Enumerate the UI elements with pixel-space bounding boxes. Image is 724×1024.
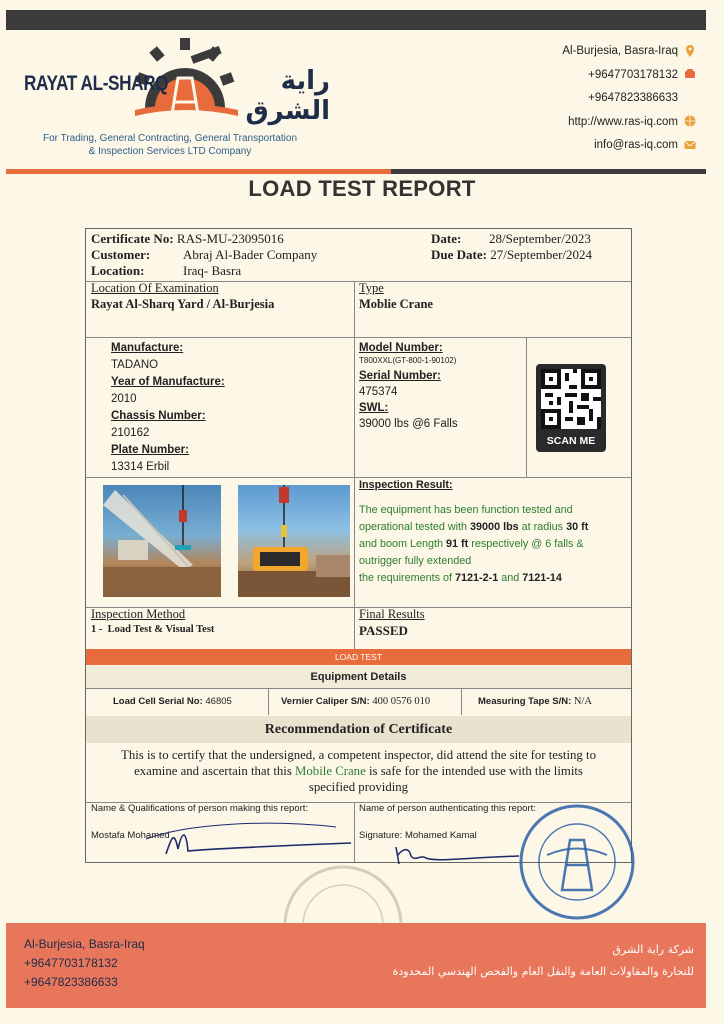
- load-cell-value: 46805: [205, 696, 232, 707]
- company-stamp-icon: [512, 800, 642, 925]
- manufacture-value: TADANO: [111, 359, 159, 371]
- contact-phone-2: [562, 87, 696, 111]
- location-value: Iraq- Basra: [183, 263, 242, 278]
- contact-phone-2-text: +9647823386633: [588, 92, 678, 104]
- load-cell-image-icon: [238, 485, 350, 597]
- crane-photo-1: [103, 485, 221, 597]
- model-label: Model Number:: [359, 342, 443, 354]
- inspection-line-2c: at radius: [518, 521, 567, 533]
- inspection-result-text: [359, 502, 627, 587]
- logo-arabic: راية الشرق: [245, 66, 330, 126]
- contact-website-text[interactable]: http://www.ras-iq.com: [568, 115, 678, 128]
- tape-label: Measuring Tape S/N:: [478, 696, 572, 707]
- caliper-cell: [281, 689, 430, 715]
- envelope-icon: [684, 139, 696, 151]
- contact-email[interactable]: [562, 134, 696, 158]
- due-date-label: Due Date:: [431, 247, 487, 262]
- inspection-load-value: 39000 lbs: [470, 521, 519, 533]
- final-results: [359, 607, 425, 639]
- footer-phone-2: +9647823386633: [24, 975, 118, 989]
- recommendation-equipment: Mobile Crane: [295, 764, 366, 778]
- chassis-value: 210162: [111, 427, 150, 439]
- inspection-line-1: The equipment has been function tested and: [359, 504, 573, 516]
- serial-value: 475374: [359, 386, 398, 398]
- recommendation-line-3: specified providing: [308, 780, 409, 794]
- crane-photo-2: [238, 485, 350, 597]
- report-table: [85, 228, 632, 863]
- caliper-label: Vernier Caliper S/N:: [281, 696, 370, 707]
- inspection-result-label: Inspection Result:: [359, 479, 453, 491]
- header-contacts: [562, 40, 696, 158]
- contact-address-text: Al-Burjesia, Basra-Iraq: [562, 45, 678, 57]
- inspection-line-5a: the requirements of: [359, 572, 456, 584]
- equipment-type: [359, 281, 433, 312]
- inspection-line-5c: and: [498, 572, 523, 584]
- equipment-details-row: [86, 689, 631, 715]
- inspection-method: [91, 607, 214, 635]
- inspection-line-2: [359, 519, 627, 536]
- model-value: T800XXL(GT-800-1-90102): [359, 356, 457, 365]
- signature-left-icon: [146, 819, 356, 864]
- contact-website[interactable]: [562, 111, 696, 135]
- signature-right: [359, 803, 536, 841]
- contact-address: [562, 40, 696, 64]
- subtitle-line-1: For Trading, General Contracting, General Transportation: [42, 133, 298, 144]
- plate-label: Plate Number:: [111, 444, 189, 456]
- contact-phone-1-text: +9647703178132: [588, 68, 678, 81]
- inspection-boom-value: 91 ft: [446, 538, 469, 550]
- recommendation-line-2: [86, 763, 631, 779]
- globe-icon: [684, 115, 696, 127]
- authenticator-name: Signature: Mohamed Kamal: [359, 830, 477, 841]
- recommendation-heading: Recommendation of Certificate: [86, 716, 631, 743]
- certificate-no-value: RAS-MU-23095016: [176, 231, 284, 246]
- customer-label: Customer:: [91, 247, 151, 262]
- load-cell-label: Load Cell Serial No:: [113, 696, 203, 707]
- logo-english: RAYAT AL-SHARQ: [24, 72, 169, 95]
- inspection-line-3: [359, 536, 627, 553]
- recommendation-text: [86, 747, 631, 795]
- certificate-info: [91, 231, 317, 279]
- certificate-dates: [431, 231, 592, 263]
- load-cell-cell: [113, 689, 232, 715]
- equipment-left: [111, 340, 225, 476]
- footer-arabic-line-2: للتجارة والمقاولات العامة والنقل العام والفحص الهندسي المحدودة: [392, 965, 694, 978]
- footer-arabic: [393, 939, 694, 983]
- inspection-radius-value: 30 ft: [566, 521, 589, 533]
- equipment-middle: [359, 340, 458, 432]
- signature-right-icon: [391, 844, 521, 866]
- manufacture-label: Manufacture:: [111, 342, 184, 354]
- recommendation-line-1: This is to certify that the undersigned, a competent inspector, did attend the site for testing to: [121, 748, 596, 762]
- load-test-bar: LOAD TEST: [86, 649, 631, 665]
- contact-email-text[interactable]: info@ras-iq.com: [594, 139, 678, 151]
- scan-me-label: SCAN ME: [546, 435, 596, 447]
- subtitle-line-2: & Inspection Services LTD Company: [88, 146, 252, 157]
- chassis-label: Chassis Number:: [111, 410, 206, 422]
- inspection-method-row: [91, 624, 214, 635]
- location-of-examination: [91, 281, 274, 312]
- phone-icon: [684, 68, 696, 80]
- location-of-examination-label: Location Of Examination: [91, 281, 219, 295]
- type-value: Moblie Crane: [359, 297, 433, 311]
- location-of-examination-value: Rayat Al-Sharq Yard / Al-Burjesia: [91, 297, 275, 311]
- inspection-line-3a: and boom Length: [359, 538, 447, 550]
- logo-subtitle: [20, 132, 320, 158]
- inspection-method-number: 1 -: [91, 624, 103, 635]
- year-value: 2010: [111, 393, 137, 405]
- company-logo: [20, 38, 330, 163]
- swl-value: 39000 lbs @6 Falls: [359, 418, 458, 430]
- inspection-result: [359, 477, 627, 587]
- certificate-no-label: Certificate No:: [91, 231, 174, 246]
- serial-label: Serial Number:: [359, 370, 441, 382]
- qr-code[interactable]: [536, 364, 606, 452]
- authenticator-label: Name of person authenticating this report:: [359, 803, 536, 814]
- footer-address: Al-Burjesia, Basra-Iraq: [24, 937, 145, 951]
- tape-value: N/A: [573, 696, 592, 707]
- qr-code-icon: [541, 369, 601, 429]
- tape-cell: [478, 689, 592, 715]
- inspection-line-2a: operational tested with: [359, 521, 471, 533]
- equipment-details-heading: Equipment Details: [86, 666, 631, 688]
- final-results-value: PASSED: [359, 623, 408, 638]
- footer-arabic-line-1: شركة راية الشرق: [612, 943, 694, 956]
- top-bar: [6, 10, 706, 30]
- crane-image-icon: [103, 485, 221, 597]
- page-title: LOAD TEST REPORT: [248, 176, 476, 201]
- recommendation-line-2a: examine and ascertain that this: [134, 764, 296, 778]
- footer-bar: [6, 923, 706, 1008]
- caliper-value: 400 0576 010: [372, 696, 431, 707]
- inspection-standard-1: 7121-2-1: [455, 572, 499, 584]
- report-maker-name: Mostafa Mohamed: [91, 830, 170, 841]
- swl-label: SWL:: [359, 402, 389, 414]
- recommendation-line-2c: is safe for the intended use with the limits: [365, 764, 583, 778]
- inspection-method-value: Load Test & Visual Test: [107, 624, 215, 635]
- date-label: Date:: [431, 231, 462, 246]
- footer-phone-1: +9647703178132: [24, 956, 118, 970]
- date-value: 28/September/2023: [489, 231, 591, 246]
- report-maker-label: Name & Qualifications of person making this report:: [91, 803, 309, 814]
- plate-value: 13314 Erbil: [111, 461, 170, 473]
- year-label: Year of Manufacture:: [111, 376, 225, 388]
- inspection-line-4: outrigger fully extended: [359, 555, 472, 567]
- customer-value: Abraj Al-Bader Company: [183, 247, 318, 262]
- final-results-label: Final Results: [359, 607, 425, 621]
- location-pin-icon: [684, 45, 696, 57]
- contact-phone-1: [562, 64, 696, 88]
- due-date-value: 27/September/2024: [490, 247, 593, 262]
- type-label: Type: [359, 281, 384, 295]
- footer-contacts: [24, 935, 145, 992]
- header-divider: [6, 169, 706, 174]
- inspection-line-3c: respectively @ 6 falls &: [468, 538, 584, 550]
- location-label: Location:: [91, 263, 145, 278]
- inspection-standard-2: 7121-14: [522, 572, 562, 584]
- inspection-line-5: [359, 570, 627, 587]
- inspection-method-label: Inspection Method: [91, 607, 186, 621]
